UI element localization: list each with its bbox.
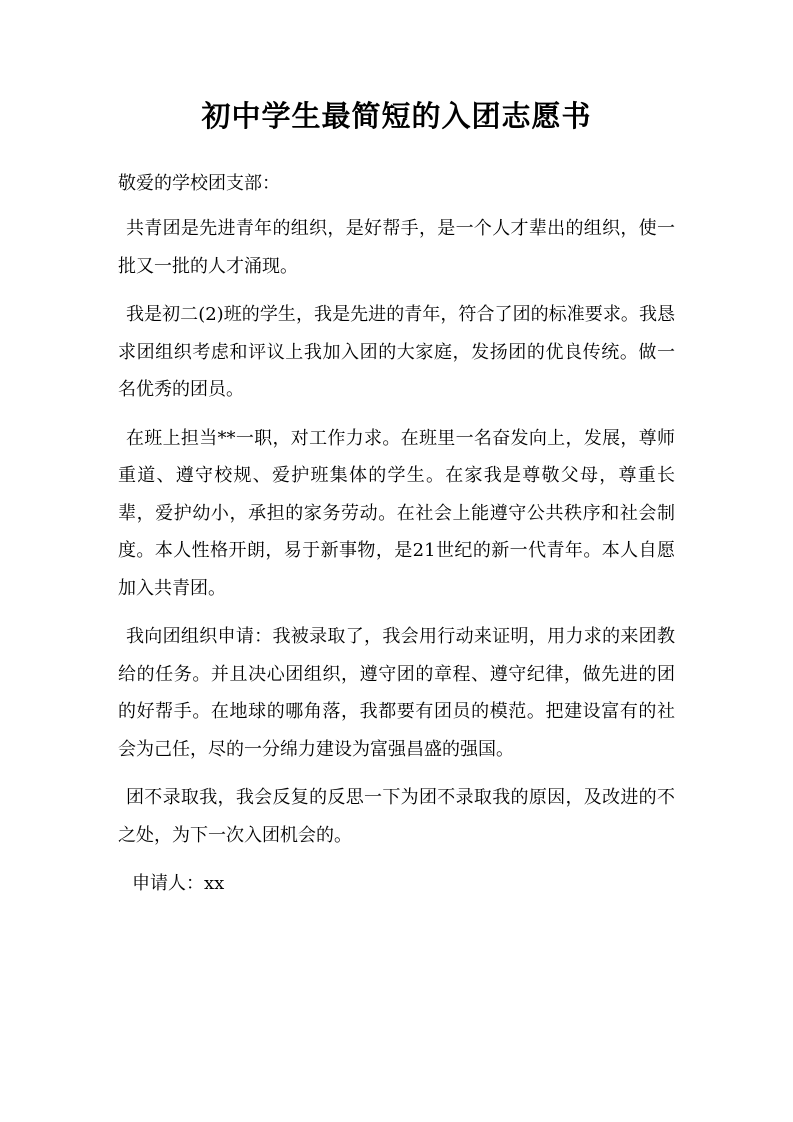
paragraph-1: 共青团是先进青年的组织，是好帮手，是一个人才辈出的组织，使一批又一批的人才涌现。 — [118, 218, 675, 277]
paragraph-4: 我向团组织申请：我被录取了，我会用行动来证明，用力求的来团教给的任务。并且决心团组织，遵守团的章程、遵守纪律，做先进的团的好帮手。在地球的哪角落，我都要有团员的模范。把建设富有的社会为己任，尽的一分绵力建设为富强昌盛的强国。 — [118, 626, 675, 760]
paragraph-2: 我是初二(2)班的学生，我是先进的青年，符合了团的标准要求。我恳求团组织考虑和评议上我加入团的大家庭，发扬团的优良传统。做一名优秀的团员。 — [118, 304, 675, 400]
salutation: 敬爱的学校团支部： — [118, 173, 280, 194]
document-title: 初中学生最简短的入团志愿书 — [201, 99, 592, 133]
signature: 申请人：xx — [132, 873, 225, 894]
paragraph-3: 在班上担当**一职，对工作力求。在班里一名奋发向上，发展，尊师重道、遵守校规、爱护班集体的学生。在家我是尊敬父母，尊重长辈，爱护幼小，承担的家务劳动。在社会上能遵守公共秩序和社会制度。本人性格开朗，易于新事物，是21世纪的新一代青年。本人自愿加入共青团。 — [118, 427, 675, 599]
paragraph-5: 团不录取我，我会反复的反思一下为团不录取我的原因，及改进的不之处，为下一次入团机会的。 — [118, 787, 675, 846]
